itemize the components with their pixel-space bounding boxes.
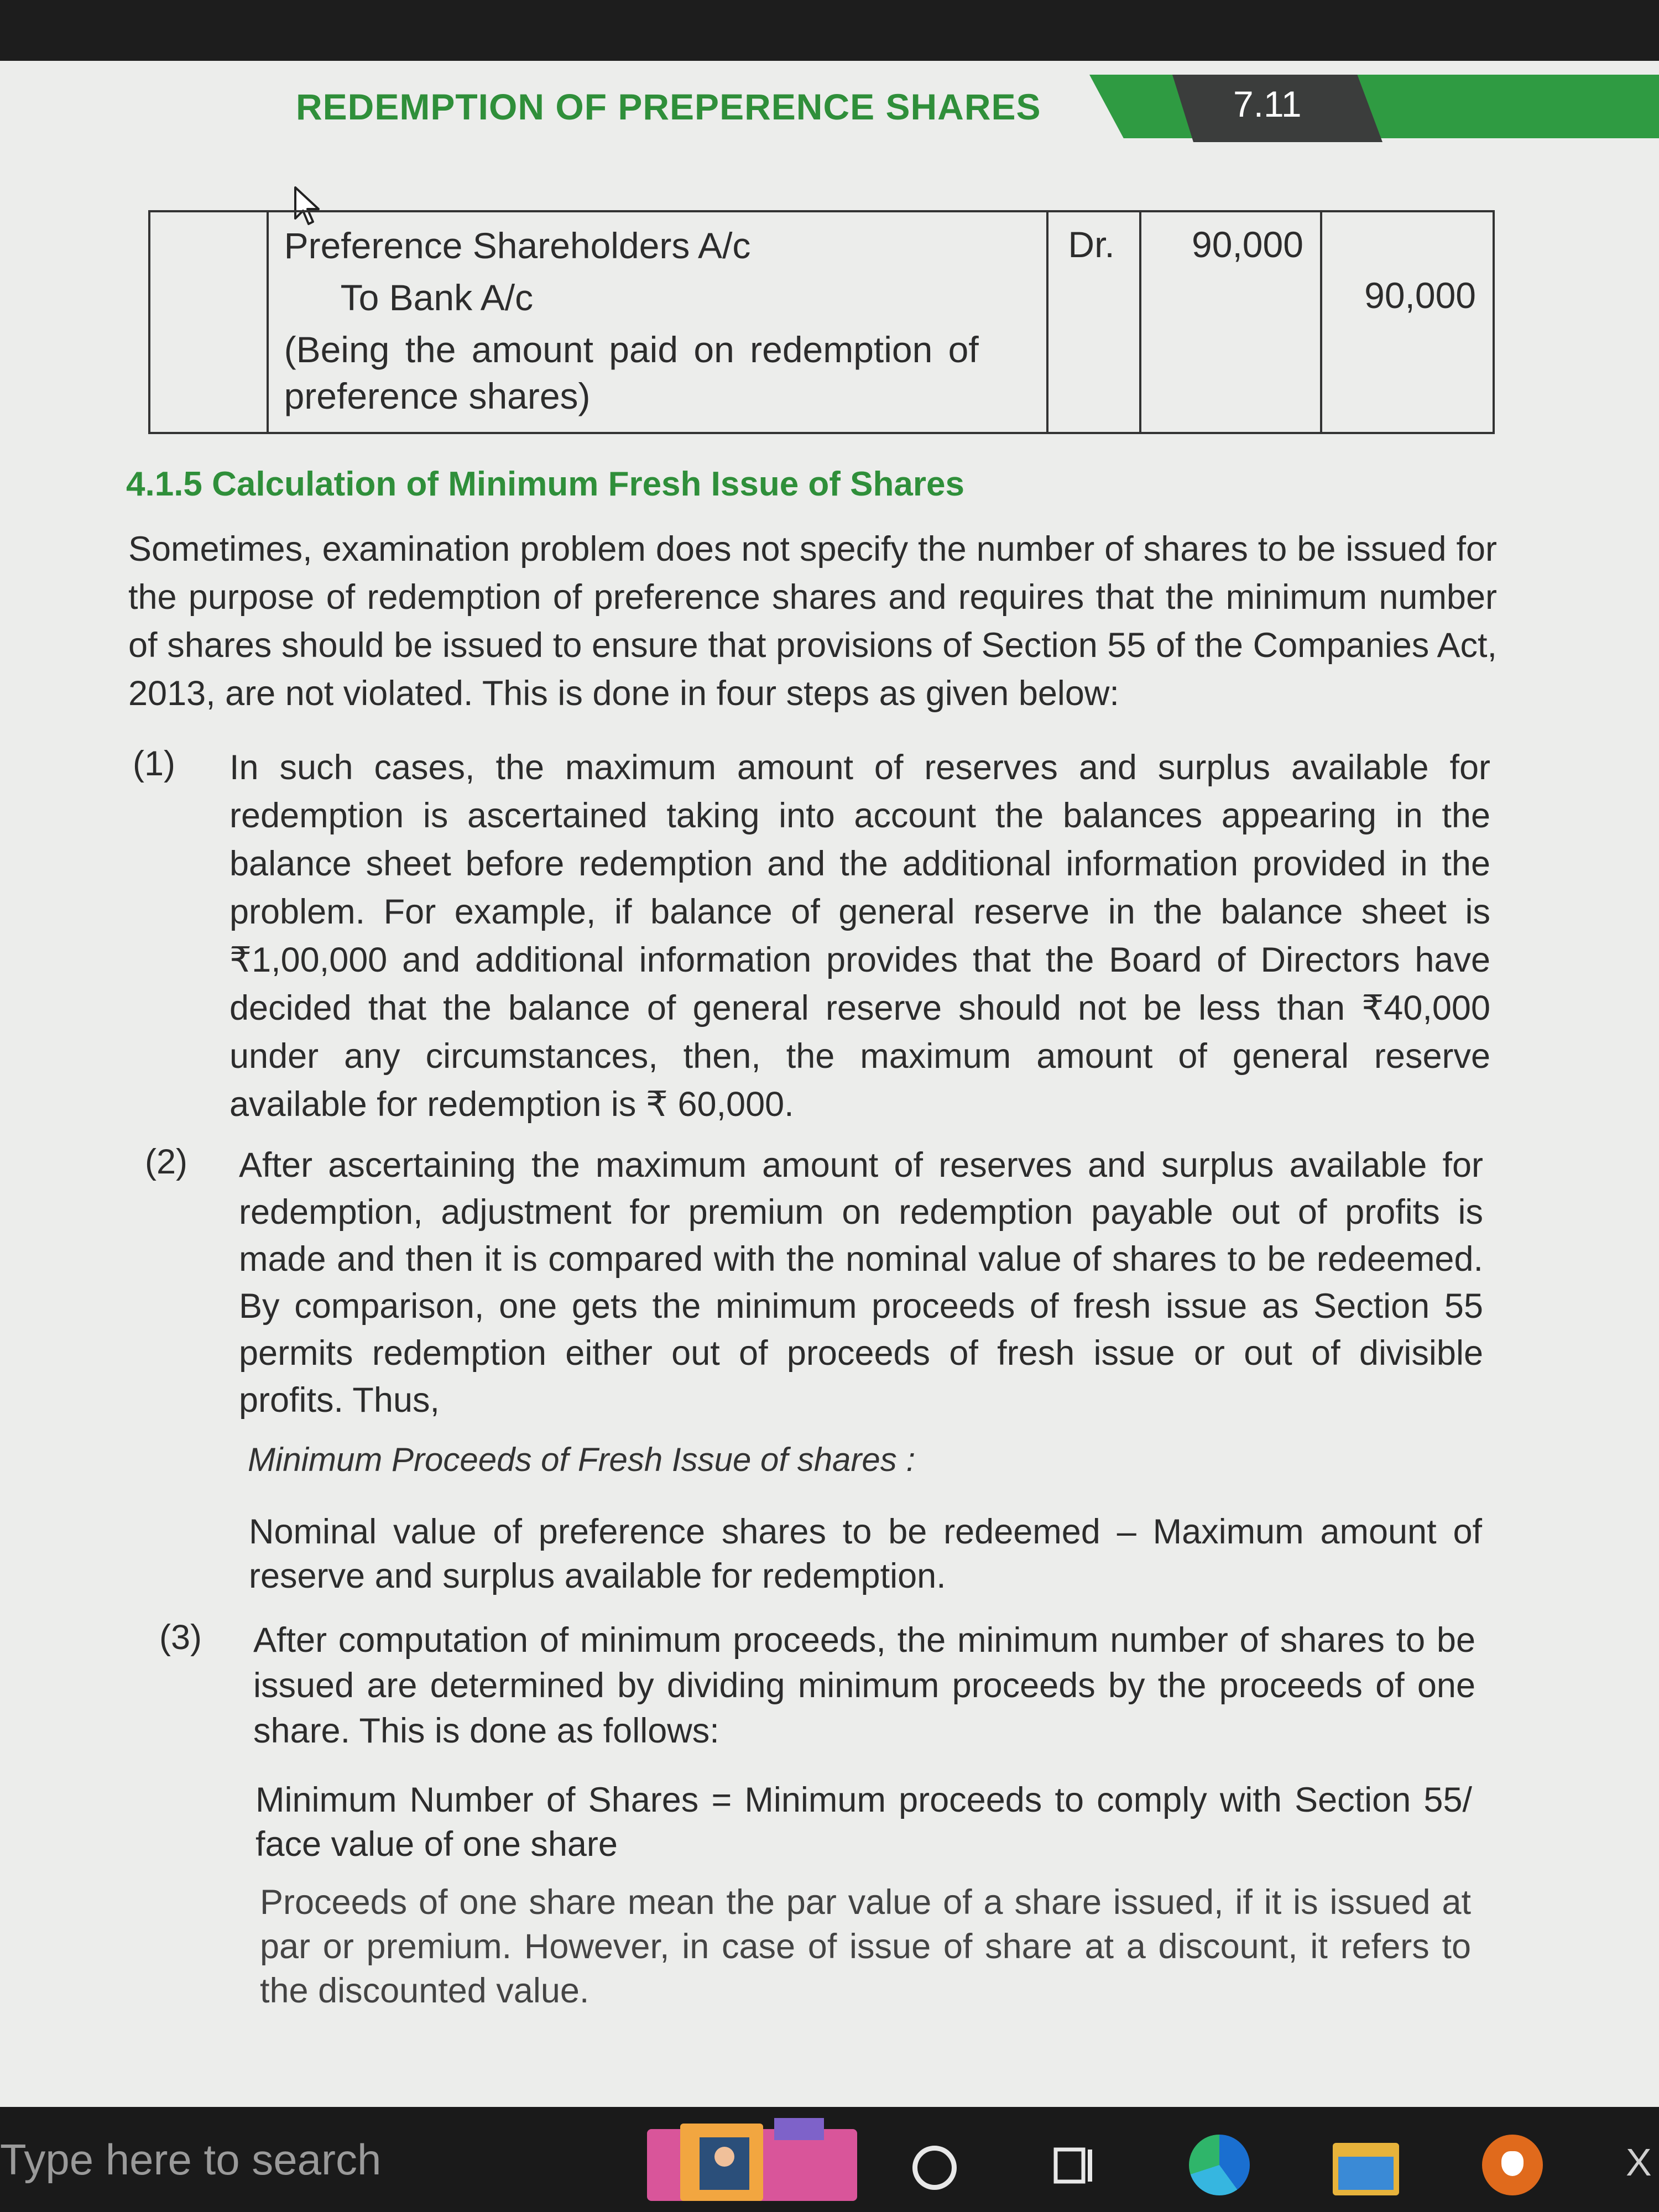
formula-title: Minimum Proceeds of Fresh Issue of shares : bbox=[248, 1441, 916, 1478]
proceeds-note: Proceeds of one share mean the par value of a share issued, if it is issued at par or premium. However, in case of issue of share at a discount, it refers to the discounted value. bbox=[260, 1883, 1471, 2010]
credit-amount: 90,000 bbox=[1364, 275, 1476, 316]
step-1-number: (1) bbox=[133, 744, 175, 783]
journal-entry-row bbox=[149, 211, 1494, 433]
running-header-title: REDEMPTION OF PREPERENCE SHARES bbox=[296, 86, 1041, 127]
step-2-text: After ascertaining the maximum amount of reserves and surplus available for redemption, adjustment for premium on redemption payable out of profits is made and then it is compared with the nominal value of shares to be redeemed. By comparison, one gets the minimum proceeds of fresh issue as Section 55 permits redemption either out of proceeds of fresh issue or out of divisible profits. Thus, bbox=[239, 1146, 1483, 1420]
credit-amount-cell bbox=[1321, 211, 1494, 433]
close-icon[interactable]: X bbox=[1626, 2141, 1652, 2184]
date-cell bbox=[149, 211, 268, 433]
section-heading: 4.1.5 Calculation of Minimum Fresh Issue of Shares bbox=[126, 465, 964, 503]
vpn-icon[interactable] bbox=[1482, 2135, 1543, 2195]
debit-amount: 90,000 bbox=[1192, 224, 1303, 265]
particulars-cell bbox=[268, 211, 1048, 433]
dr-marker-cell bbox=[1047, 211, 1140, 433]
narration-line-2: preference shares) bbox=[284, 375, 591, 416]
step-3-text: After computation of minimum proceeds, the minimum number of shares to be issued are determined by dividing minimum proceeds by the proceeds of one share. This is done as follows: bbox=[253, 1621, 1475, 1750]
step-3-number: (3) bbox=[159, 1618, 202, 1657]
edge-icon[interactable] bbox=[1189, 2135, 1250, 2195]
page-number: 7.11 bbox=[1233, 84, 1302, 124]
step-2-number: (2) bbox=[145, 1142, 187, 1181]
taskbar-search-input[interactable]: Type here to search bbox=[0, 2135, 382, 2184]
task-view-icon[interactable] bbox=[1053, 2143, 1098, 2187]
dr-marker: Dr. bbox=[1068, 224, 1115, 265]
file-explorer-icon[interactable] bbox=[1333, 2143, 1399, 2195]
credit-account: To Bank A/c bbox=[340, 277, 534, 318]
journal-entry-table bbox=[148, 210, 1495, 434]
minimum-proceeds-formula: Nominal value of preference shares to be redeemed – Maximum amount of reserve and surplus available for redemption. bbox=[249, 1512, 1482, 1595]
minimum-shares-formula: Minimum Number of Shares = Minimum proceeds to comply with Section 55/ face value of one share bbox=[255, 1781, 1472, 1864]
debit-amount-cell bbox=[1140, 211, 1321, 433]
narration-line-1: (Being the amount paid on redemption of bbox=[284, 329, 979, 370]
cortana-icon[interactable] bbox=[912, 2146, 957, 2190]
screen-bezel bbox=[0, 0, 1659, 61]
intro-paragraph: Sometimes, examination problem does not specify the number of shares to be issued for the purpose of redemption of preference shares and requires that the minimum number of shares should be issued to ensure that provisions of Section 55 of the Companies Act, 2013, are not violated. This is done in four steps as given below: bbox=[128, 530, 1497, 713]
pinned-app-icon[interactable] bbox=[647, 2118, 857, 2201]
step-1-text: In such cases, the maximum amount of reserves and surplus available for redemption is ascertained taking into account the balances appearing in the balance sheet before redemption and the additional information provided in the problem. For example, if balance of general reserve in the balance sheet is ₹1,00,000 and additional information provides that the Board of Directors have decided that the balance of general reserve should not be less than ₹40,000 under any circumstances, then, the maximum amount of general reserve available for redemption is ₹ 60,000. bbox=[229, 748, 1490, 1124]
debit-account: Preference Shareholders A/c bbox=[284, 225, 751, 266]
